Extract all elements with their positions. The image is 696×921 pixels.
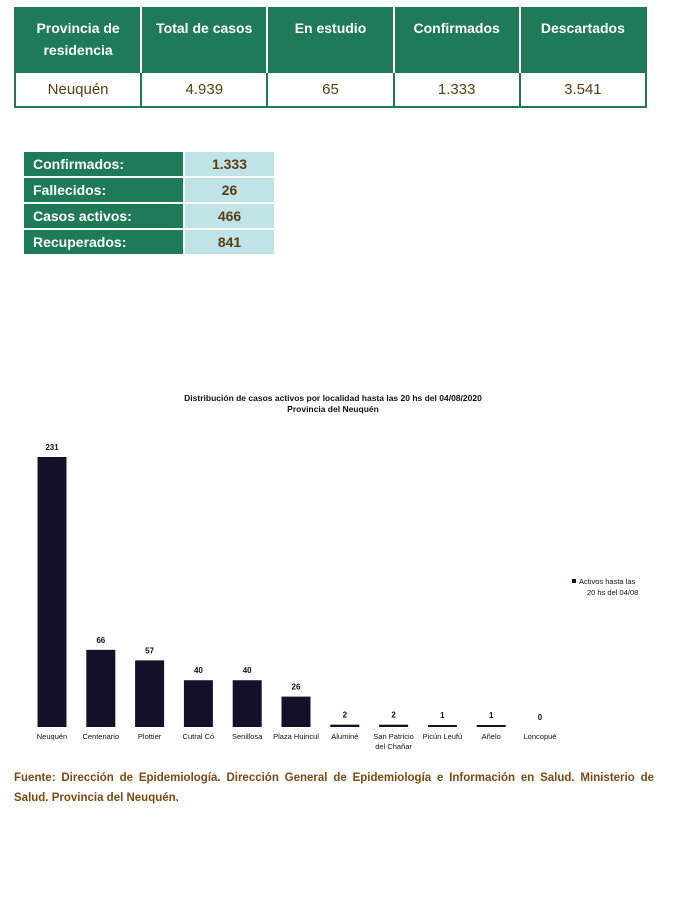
value-label-senillosa: 40 <box>242 666 252 676</box>
value-label-san-patricio-del-chanar: 2 <box>391 710 396 720</box>
category-label-plottier: Plottier <box>137 732 162 741</box>
category-label-picun-leufu: Picún Leufú <box>422 732 463 741</box>
category-label-anelo: Añelo <box>481 732 501 741</box>
value-label-plaza-huincul: 26 <box>291 682 301 692</box>
counter-value: 26 <box>183 178 274 204</box>
legend-label-line-1: Activos hasta las <box>579 577 636 586</box>
category-label-neuquen: Neuquén <box>36 732 68 741</box>
value-label-neuquen: 231 <box>45 443 59 452</box>
bar-cutral-co <box>184 680 213 727</box>
summary-header-row <box>15 8 646 72</box>
counter-row-activos <box>24 204 274 230</box>
category-label-plaza-huincul: Plaza Huincul <box>273 732 319 741</box>
counter-row-recuperados <box>24 230 274 256</box>
value-label-alumine: 2 <box>342 710 348 720</box>
counter-label: Casos activos: <box>24 204 183 230</box>
chart-subtitle: Provincia del Neuquén <box>287 404 379 414</box>
cell-confirmados: 1.333 <box>394 72 520 107</box>
value-label-picun-leufu: 1 <box>440 711 445 720</box>
header-en-estudio: En estudio <box>267 8 393 72</box>
counter-row-fallecidos <box>24 178 274 204</box>
counter-row-confirmados <box>24 152 274 178</box>
header-provincia: Provincia de residencia <box>15 8 141 72</box>
legend-swatch <box>572 579 576 583</box>
cell-provincia: Neuquén <box>15 72 141 107</box>
category-label-loncopue: Loncopué <box>523 732 557 741</box>
counter-label: Confirmados: <box>24 152 183 178</box>
chart-title: Distribución de casos activos por localidad hasta las 20 hs del 04/08/2020 <box>184 393 482 403</box>
bar-neuquen <box>38 457 67 727</box>
counters-table <box>24 152 274 256</box>
active-cases-bar-chart <box>0 380 696 760</box>
cell-en-estudio: 65 <box>267 72 393 107</box>
bar-san-patricio-del-chanar <box>379 725 408 727</box>
bar-plaza-huincul <box>282 697 311 727</box>
bar-anelo <box>477 725 506 727</box>
value-label-anelo: 1 <box>488 711 494 720</box>
chart-legend <box>572 577 638 597</box>
value-label-cutral-co: 40 <box>193 666 203 676</box>
legend-label-line-2: 20 hs del 04/08 <box>587 588 639 597</box>
category-label-centenario: Centenario <box>82 732 120 741</box>
value-label-centenario: 66 <box>96 635 106 645</box>
value-label-plottier: 57 <box>145 646 155 656</box>
header-total: Total de casos <box>141 8 267 72</box>
header-confirmados: Confirmados <box>394 8 520 72</box>
value-label-loncopue: 0 <box>537 713 543 722</box>
counter-value: 841 <box>183 230 274 256</box>
bar-centenario <box>86 650 115 727</box>
counter-value: 1.333 <box>183 152 274 178</box>
source-note: Fuente: Dirección de Epidemiología. Dirección General de Epidemiología e Información en Salud. Ministerio de Salud. Provincia del Neuquén. <box>14 772 654 804</box>
category-label-alumine: Aluminé <box>331 732 359 741</box>
summary-data-row <box>15 72 646 107</box>
counter-label: Fallecidos: <box>24 178 183 204</box>
bar-senillosa <box>233 680 262 727</box>
counter-label: Recuperados: <box>24 230 183 256</box>
bar-picun-leufu <box>428 725 457 727</box>
cell-total: 4.939 <box>141 72 267 107</box>
cell-descartados: 3.541 <box>520 72 646 107</box>
bars-group <box>37 443 557 751</box>
bar-plottier <box>135 660 164 727</box>
category-label-san-patricio-del-chanar: San Patricio <box>373 732 414 741</box>
category-label-cutral-co: Cutral Có <box>182 732 215 741</box>
bar-alumine <box>330 725 359 727</box>
category-label-san-patricio-del-chanar: del Chañar <box>375 742 412 751</box>
summary-table <box>14 7 647 108</box>
header-descartados: Descartados <box>520 8 646 72</box>
counter-value: 466 <box>183 204 274 230</box>
category-label-senillosa: Senillosa <box>231 732 263 741</box>
